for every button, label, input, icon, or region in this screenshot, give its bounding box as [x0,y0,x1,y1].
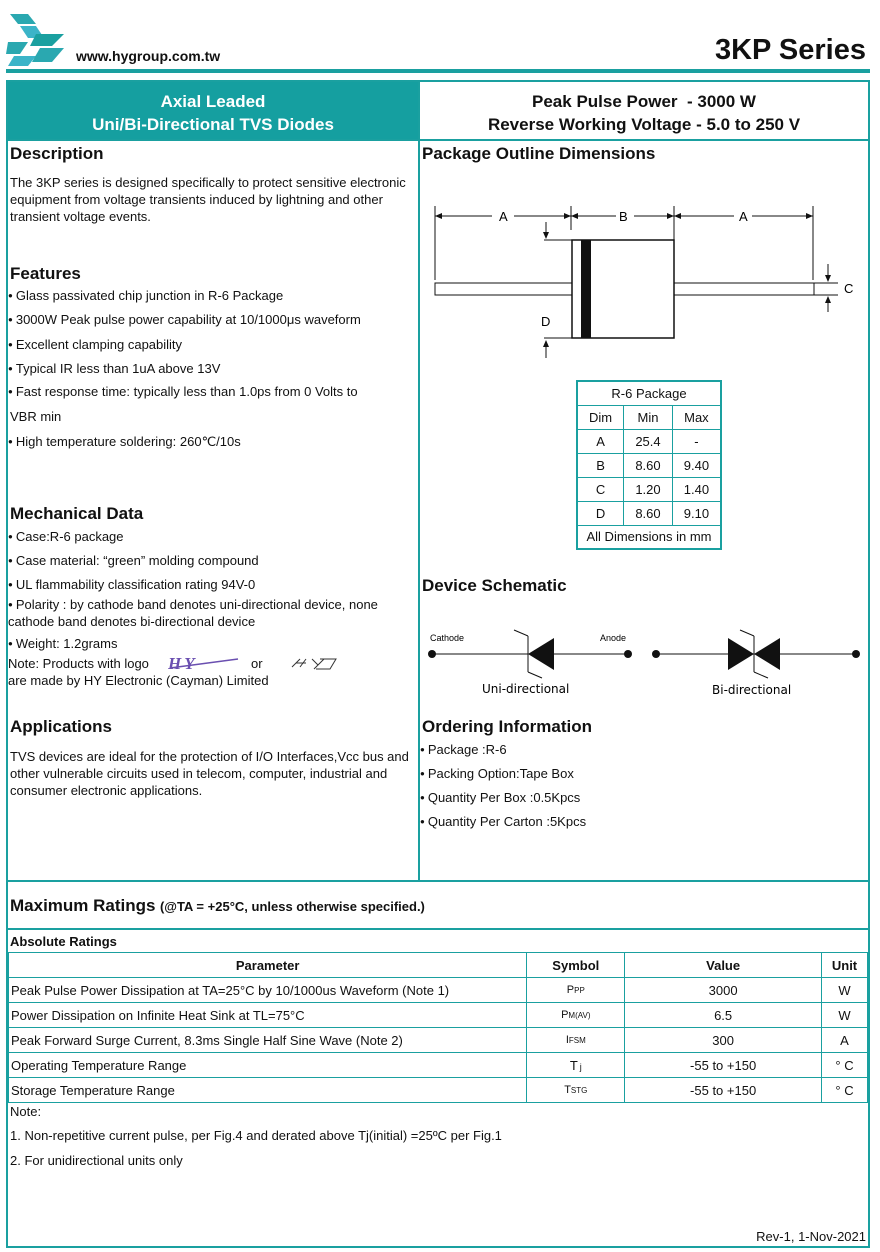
features-title: Features [10,264,81,283]
mechanical-item: ● Polarity : by cathode band denotes uni-directional device, none cathode band denotes bi-directional device [8,596,413,630]
banner-divider [8,139,868,141]
symbol-sub: STG [570,1086,588,1095]
table-cell: 1.20 [624,477,673,501]
hy-group-logo [6,12,72,68]
table-cell: B [577,453,624,477]
table-cell: A [577,429,624,453]
ordering-item: ● Quantity Per Box :0.5Kpcs [420,789,580,806]
ordering-title: Ordering Information [422,717,592,736]
description-title: Description [10,144,104,163]
table-cell: 9.40 [672,453,721,477]
table-cell: Peak Pulse Power Dissipation at TA=25°C by 10/1000us Waveform (Note 1) [9,978,527,1003]
table-cell: Peak Forward Surge Current, 8.3ms Single Half Sine Wave (Note 2) [9,1028,527,1053]
ordering-item: ● Package :R-6 [420,741,507,758]
symbol-cell [527,1078,625,1103]
product-spec-banner [420,82,868,139]
note-item: 1. Non-repetitive current pulse, per Fig.4 and derated above Tj(initial) =25ºC per Fig.1 [10,1128,502,1143]
column-divider [418,82,420,881]
mechanical-title: Mechanical Data [10,504,144,523]
banner-left-line2: Uni/Bi-Directional TVS Diodes [92,115,334,134]
table-row [9,1003,868,1028]
site-url[interactable]: www.hygroup.com.tw [76,48,221,64]
symbol-sub: M(AV) [568,1011,591,1020]
hy-logo-outline [290,655,342,671]
table-cell: 300 [625,1028,822,1053]
table-cell: 1.40 [672,477,721,501]
mechanical-item: ● UL flammability classification rating 94V-0 [8,576,255,593]
notes-title: Note: [10,1104,42,1119]
feature-item: ● Excellent clamping capability [8,336,182,353]
table-cell: W [822,1003,868,1028]
table-cell: D [577,501,624,525]
symbol-cell [527,1053,625,1078]
banner-right-line1: Peak Pulse Power - 3000 W [532,92,756,111]
feature-item: ● Glass passivated chip junction in R-6 Package [8,287,283,304]
table-cell: Operating Temperature Range [9,1053,527,1078]
table-cell: ° C [822,1053,868,1078]
table-cell: 25.4 [624,429,673,453]
device-schematic-drawing [424,626,868,702]
revision-label: Rev-1, 1-Nov-2021 [756,1229,866,1244]
symbol-sub: FSM [568,1036,586,1045]
uni-directional-label: Uni-directional [482,682,570,696]
table-row [577,501,721,525]
package-outline-title: Package Outline Dimensions [422,144,656,163]
note-item: 2. For unidirectional units only [10,1153,183,1168]
ratings-header: Value [625,953,822,978]
package-table-header: Min [624,405,673,429]
table-cell: Power Dissipation on Infinite Heat Sink at TL=75°C [9,1003,527,1028]
package-table-footer: All Dimensions in mm [577,525,721,549]
symbol-cell [527,1003,625,1028]
ratings-header: Unit [822,953,868,978]
ratings-header: Parameter [9,953,527,978]
product-type-banner [8,82,418,139]
table-cell: A [822,1028,868,1053]
dim-label-a: A [499,209,508,224]
symbol-main: P [561,1009,569,1021]
package-table-title: R-6 Package [577,381,721,405]
table-row [577,453,721,477]
ratings-divider [8,928,868,930]
ratings-title: Maximum Ratings [10,896,156,915]
ratings-header: Symbol [527,953,625,978]
feature-item: ● High temperature soldering: 260℃/10s [8,433,241,450]
table-cell: -55 to +150 [625,1053,822,1078]
absolute-ratings-table [8,952,868,1103]
cathode-label: Cathode [430,633,465,643]
table-cell: C [577,477,624,501]
package-outline-drawing [426,200,866,370]
symbol-main: T [564,1084,571,1096]
logo-note-prefix: Note: Products with logo [8,656,149,671]
table-cell: 3000 [625,978,822,1003]
symbol-cell [527,978,625,1003]
section-divider [8,880,868,882]
table-cell: ° C [822,1078,868,1103]
dim-label-b: B [619,209,628,224]
dim-label-d: D [541,314,551,329]
feature-item: ● Typical IR less than 1uA above 13V [8,360,220,377]
ordering-item: ● Quantity Per Carton :5Kpcs [420,813,586,830]
table-cell: Storage Temperature Range [9,1078,527,1103]
symbol-main: I [565,1034,569,1046]
dim-label-a2: A [739,209,748,224]
symbol-sub: j [579,1061,582,1072]
table-row [9,1078,868,1103]
banner-left-line1: Axial Leaded [160,92,266,111]
table-cell: 6.5 [625,1003,822,1028]
hy-logo-filled [168,655,240,671]
svg-text:HY: HY [168,655,198,671]
mechanical-item: ● Case material: “green” molding compound [8,552,259,569]
mechanical-item: ● Weight: 1.2grams [8,635,117,652]
schematic-title: Device Schematic [422,576,567,595]
table-row [9,1028,868,1053]
ratings-heading [10,896,425,916]
series-title: 3KP Series [714,34,866,66]
applications-title: Applications [10,717,113,736]
table-cell: 8.60 [624,501,673,525]
mechanical-item: ● Case:R-6 package [8,528,124,545]
feature-item-continued: VBR min [10,409,62,424]
anode-label: Anode [600,633,627,643]
table-row [9,978,868,1003]
table-cell: W [822,978,868,1003]
package-table-header: Dim [577,405,624,429]
table-row [577,429,721,453]
logo-note-suffix: are made by HY Electronic (Cayman) Limited [8,673,269,688]
feature-item: ● 3000W Peak pulse power capability at 10/1000μs waveform [8,311,361,328]
description-text: The 3KP series is designed specifically to protect sensitive electronic equipment from voltage transients induced by lightning and other transient voltage events. [10,175,406,224]
package-dimensions-table [576,380,722,550]
symbol-cell [527,1028,625,1053]
table-cell: 8.60 [624,453,673,477]
ordering-item: ● Packing Option:Tape Box [420,765,574,782]
ratings-subtitle: (@TA = +25°C, unless otherwise specified.) [159,899,425,914]
logo-note-or: or [251,656,263,671]
feature-item: ● Fast response time: typically less than 1.0ps from 0 Volts to [8,383,358,400]
bi-directional-label: Bi-directional [712,683,792,697]
absolute-ratings-label: Absolute Ratings [10,934,117,949]
table-row [9,1053,868,1078]
symbol-main: P [566,984,575,996]
dim-label-c: C [844,281,854,296]
applications-text: TVS devices are ideal for the protection of I/O Interfaces,Vcc bus and other vulnerable circuits used in telecom, computer, industrial and consumer electronic applications. [10,749,409,798]
table-cell: -55 to +150 [625,1078,822,1103]
table-cell: - [672,429,721,453]
package-table-header: Max [672,405,721,429]
table-cell: 9.10 [672,501,721,525]
banner-right-line2: Reverse Working Voltage - 5.0 to 250 V [487,115,801,134]
header-rule [6,69,870,73]
symbol-sub: PP [574,986,585,995]
symbol-main: T [569,1057,578,1073]
table-row [577,477,721,501]
